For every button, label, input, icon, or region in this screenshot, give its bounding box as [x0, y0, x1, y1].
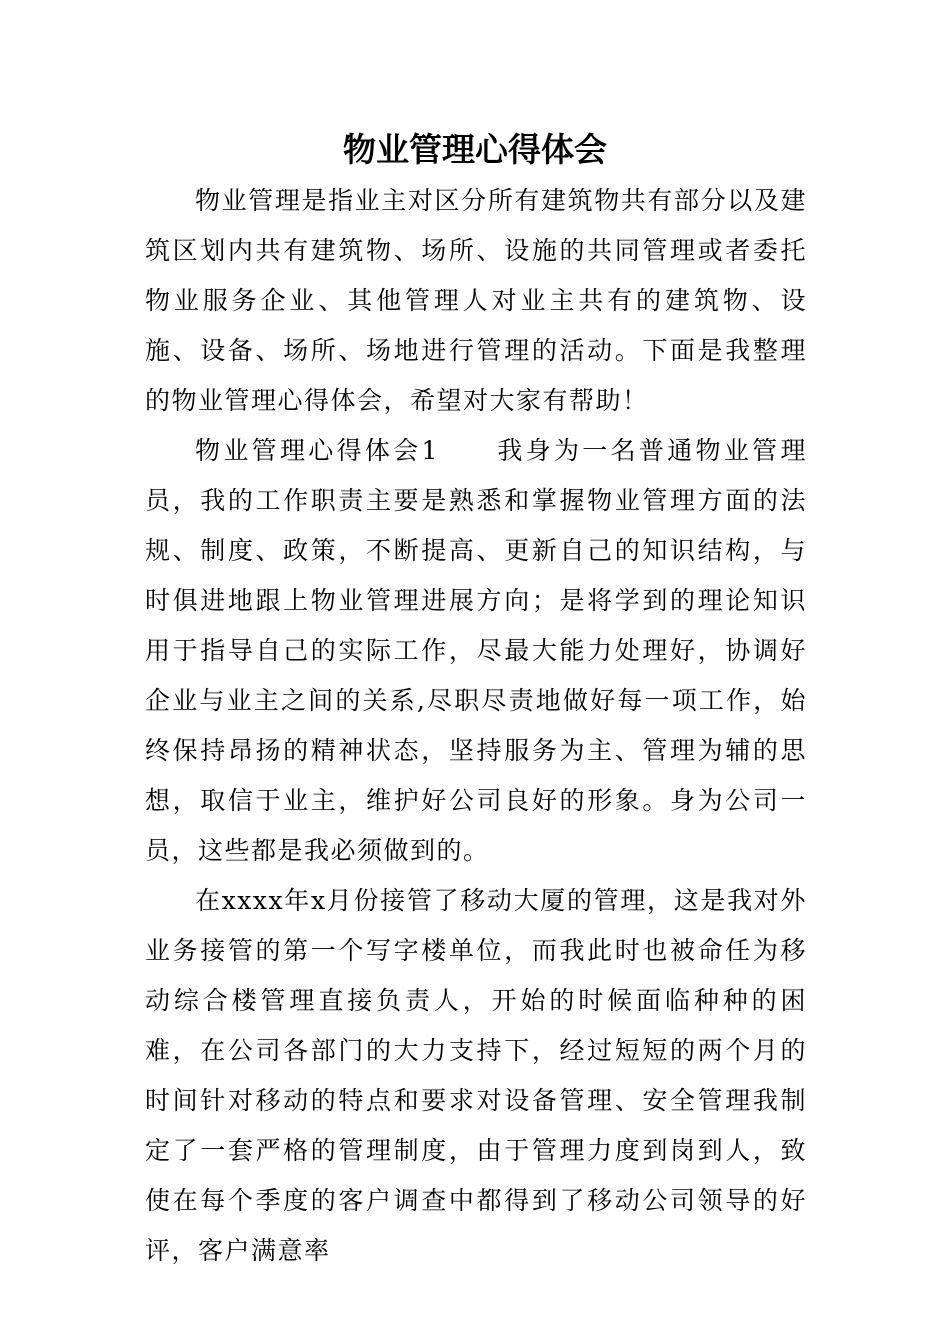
paragraph-intro: 物业管理是指业主对区分所有建筑物共有部分以及建筑区划内共有建筑物、场所、设施的共同管理或者委托物业服务企业、其他管理人对业主共有的建筑物、设施、设备、场所、场地进行管理的活动。下面是我整理的物业管理心得体会，希望对大家有帮助！	[145, 186, 807, 415]
paragraph-experience-2: 在xxxx年x月份接管了移动大厦的管理，这是我对外业务接管的第一个写字楼单位，而我此时也被命任为移动综合楼管理直接负责人，开始的时候面临种种的困难，在公司各部门的大力支持下，经过短短的两个月的时间针对移动的特点和要求对设备管理、安全管理我制定了一套严格的管理制度，由于管理力度到岗到人，致使在每个季度的客户调查中都得到了移动公司领导的好评，客户满意率	[145, 886, 807, 1265]
document-title: 物业管理心得体会	[343, 130, 607, 169]
paragraph-experience-1: 物业管理心得体会1 我身为一名普通物业管理员，我的工作职责主要是熟悉和掌握物业管理方面的法规、制度、政策，不断提高、更新自己的知识结构，与时俱进地跟上物业管理进展方向；是将学到的理论知识用于指导自己的实际工作，尽最大能力处理好，协调好企业与业主之间的关系,尽职尽责地做好每一项工作，始终保持昂扬的精神状态，坚持服务为主、管理为辅的思想，取信于业主，维护好公司良好的形象。身为公司一员，这些都是我必须做到的。	[145, 436, 807, 865]
document-body	[145, 176, 807, 1276]
